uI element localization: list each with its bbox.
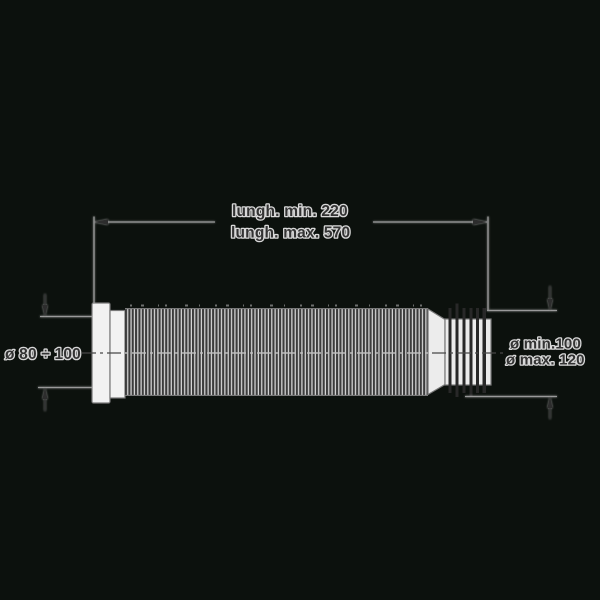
- inlet-diameter-label: ø 80 ÷ 100: [5, 346, 81, 363]
- outlet-diameter-min-label: ø min.100: [510, 335, 581, 353]
- pipe-taper: [428, 309, 445, 395]
- corrugated-body: [125, 308, 428, 396]
- outlet-diameter-max-label: ø max. 120: [506, 351, 585, 369]
- length-min-label: lungh. min. 220: [232, 203, 348, 220]
- arrowhead-down: [42, 305, 47, 317]
- arrowhead-right: [473, 219, 487, 224]
- arrowhead-up: [42, 388, 47, 400]
- flexible-pipe-drawing: [82, 303, 503, 403]
- arrowhead-down: [547, 299, 552, 311]
- arrowhead-up: [547, 397, 552, 409]
- length-max-label: lungh. max. 570: [231, 224, 351, 242]
- arrowhead-left: [94, 219, 108, 224]
- pipe-inlet-collar: [110, 311, 125, 399]
